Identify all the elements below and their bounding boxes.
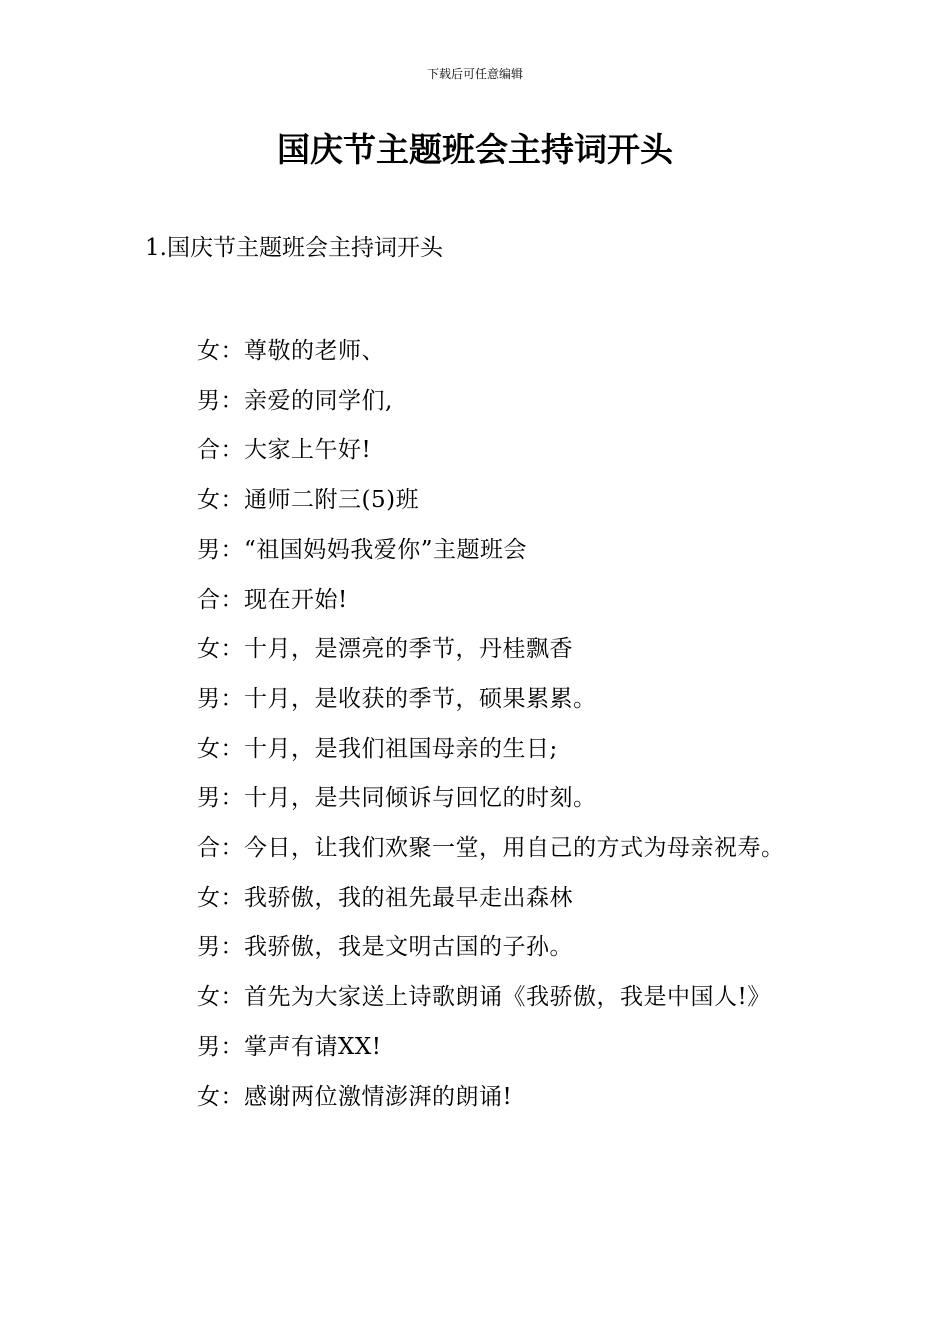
- script-line: 合：现在开始!: [197, 586, 348, 613]
- script-line: 女：通师二附三(5)班: [197, 487, 420, 514]
- script-line: 女：尊敬的老师、: [197, 338, 385, 364]
- script-line: 男：亲爱的同学们,: [197, 387, 393, 414]
- script-line: 女：我骄傲，我的祖先最早走出森林: [197, 884, 573, 911]
- script-line: 男：掌声有请XX!: [197, 1033, 382, 1060]
- script-line: 男：我骄傲，我是文明古国的子孙。: [197, 934, 573, 961]
- script-line: 男：十月，是共同倾诉与回忆的时刻。: [197, 785, 597, 812]
- script-line: 女：十月，是我们祖国母亲的生日;: [197, 735, 558, 762]
- script-line: 男：“祖国妈妈我爱你”主题班会: [197, 536, 528, 563]
- script-line: 合：今日，让我们欢聚一堂，用自己的方式为母亲祝寿。: [197, 835, 785, 862]
- script-line: 男：十月，是收获的季节，硕果累累。: [197, 685, 597, 712]
- script-line: 女：感谢两位激情澎湃的朗诵!: [197, 1083, 513, 1110]
- document-title: 国庆节主题班会主持词开头: [277, 130, 673, 169]
- script-line: 女：首先为大家送上诗歌朗诵《我骄傲，我是中国人!》: [197, 984, 771, 1011]
- header-note: 下载后可任意编辑: [426, 67, 523, 81]
- script-line: 合：大家上午好!: [197, 437, 372, 464]
- script-line: 女：十月，是漂亮的季节，丹桂飘香: [197, 636, 573, 663]
- section-heading: 1.国庆节主题班会主持词开头: [145, 235, 443, 261]
- script-body: [145, 327, 805, 1122]
